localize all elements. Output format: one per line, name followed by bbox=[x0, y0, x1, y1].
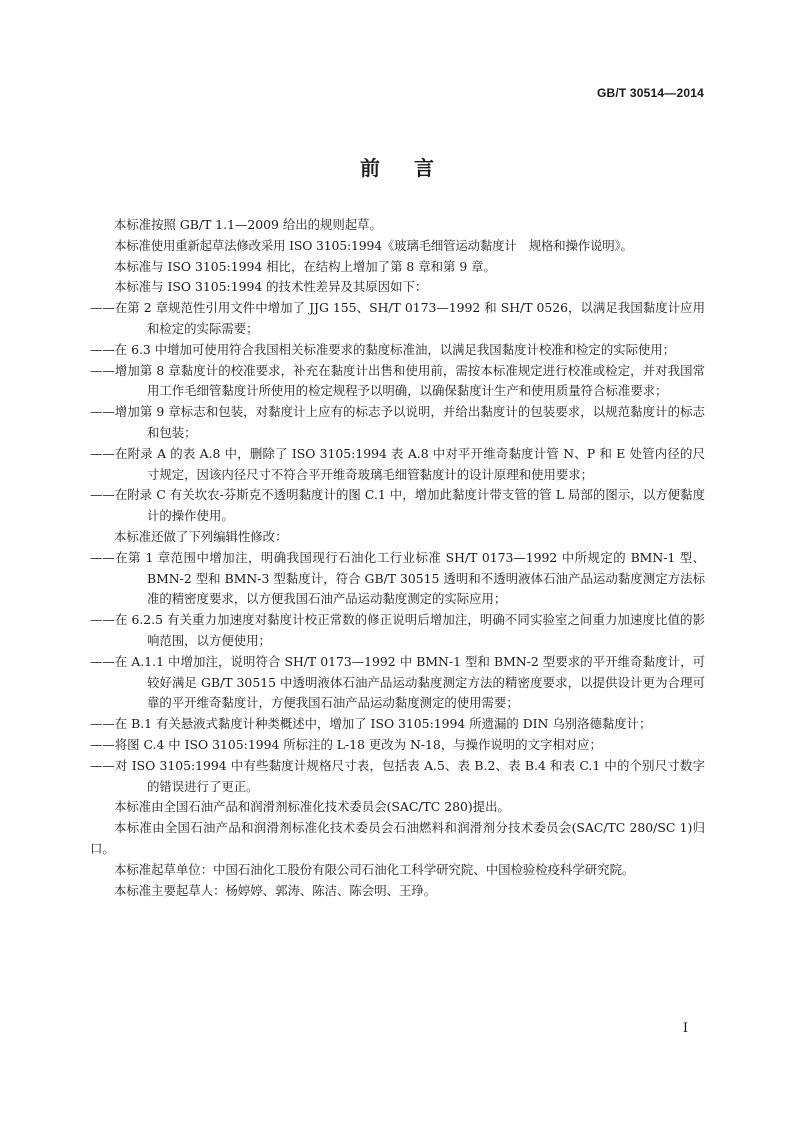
paragraph-structure-diff: 本标准与 ISO 3105:1994 相比，在结构上增加了第 8 章和第 9 章。 bbox=[114, 258, 496, 274]
list-item: ——增加第 9 章标志和包装，对黏度计上应有的标志予以说明，并给出黏度计的包装要求，以规范黏度计的标志和包装； bbox=[90, 404, 705, 440]
list-item: ——对 ISO 3105:1994 中有些黏度计规格尺寸表，包括表 A.5、表 B.2、表 B.4 和表 C.1 中的个别尺寸数字的错误进行了更正。 bbox=[90, 757, 705, 794]
list-item: ——在 B.1 有关悬液式黏度计种类概述中，增加了 ISO 3105:1994 所遗漏的 DIN 乌别洛德黏度计； bbox=[90, 716, 652, 732]
page-number: I bbox=[682, 1021, 688, 1036]
list-item: ——增加第 8 章黏度计的校准要求，补充在黏度计出售和使用前，需按本标准规定进行校准或检定，并对我国常用工作毛细管黏度计所使用的检定规程予以明确，以确保黏度计生产和使用质量符合标准要求； bbox=[90, 362, 705, 399]
paragraph-drafting-rules: 本标准按照 GB/T 1.1—2009 给出的规则起草。 bbox=[114, 217, 382, 232]
foreword-body bbox=[90, 215, 705, 901]
list-item: ——在 6.3 中增加可使用符合我国相关标准要求的黏度标准油，以满足我国黏度计校准和检定的实际使用； bbox=[90, 341, 676, 357]
page-title: 前言 bbox=[360, 156, 468, 180]
paragraph-adoption: 本标准使用重新起草法修改采用 ISO 3105:1994《玻璃毛细管运动黏度计 规格和操作说明》。 bbox=[114, 237, 633, 253]
list-item: ——在第 1 章范围中增加注，明确我国现行石油化工行业标准 SH/T 0173—1992 中所规定的 BMN-1 型、BMN-2 型和 BMN-3 型黏度计，符合 GB/T 30515 透明和不透明液体石油产品运动黏度测定方法标准的精密度要求，以方便我国石油产品运动黏度测定的实际应用； bbox=[90, 549, 705, 607]
editorial-changes-list bbox=[90, 548, 705, 798]
list-item: ——将图 C.4 中 ISO 3105:1994 所标注的 L-18 更改为 N-18，与操作说明的文字相对应； bbox=[90, 736, 602, 752]
list-item: ——在 6.2.5 有关重力加速度对黏度计校正常数的修正说明后增加注，明确不同实验室之间重力加速度比值的影响范围，以方便使用； bbox=[90, 612, 705, 648]
paragraph-editorial-intro: 本标准还做了下列编辑性修改： bbox=[114, 528, 288, 544]
technical-differences-list bbox=[90, 298, 705, 527]
list-item: ——在第 2 章规范性引用文件中增加了 JJG 155、SH/T 0173—1992 和 SH/T 0526，以满足我国黏度计应用和检定的实际需要； bbox=[90, 300, 705, 336]
paragraph-main-drafters: 本标准主要起草人：杨婷婷、郭涛、陈洁、陈会明、王琤。 bbox=[114, 882, 437, 898]
list-item: ——在附录 A 的表 A.8 中，删除了 ISO 3105:1994 表 A.8 中对平开维奇黏度计管 N、P 和 E 处管内径的尺寸规定，因该内径尺寸不符合平开维奇玻璃毛细管黏度计的设计原理和使用要求； bbox=[90, 445, 705, 482]
list-item: ——在附录 C 有关坎农-芬斯克不透明黏度计的图 C.1 中，增加此黏度计带支管的管 L 局部的图示，以方便黏度计的操作使用。 bbox=[90, 487, 705, 524]
paragraph-administered-by: 本标准由全国石油产品和润滑剂标准化技术委员会石油燃料和润滑剂分技术委员会(SAC/TC 280/SC 1)归口。 bbox=[90, 820, 705, 856]
list-item: ——在 A.1.1 中增加注，说明符合 SH/T 0173—1992 中 BMN-1 型和 BMN-2 型要求的平开维奇黏度计，可较好满足 GB/T 30515 中透明液体石油产品运动黏度测定方法的精密度要求，以提供设计更为合理可靠的平开维奇黏度计，方便我国石油产品运动黏度测定的使用需要； bbox=[90, 653, 705, 711]
paragraph-drafting-units: 本标准起草单位：中国石油化工股份有限公司石油化工科学研究院、中国检验检疫科学研究院。 bbox=[114, 861, 635, 877]
standard-code: GB/T 30514—2014 bbox=[596, 86, 704, 100]
paragraph-proposed-by: 本标准由全国石油产品和润滑剂标准化技术委员会(SAC/TC 280)提出。 bbox=[114, 799, 510, 815]
paragraph-technical-diff-intro: 本标准与 ISO 3105:1994 的技术性差异及其原因如下： bbox=[114, 279, 428, 295]
